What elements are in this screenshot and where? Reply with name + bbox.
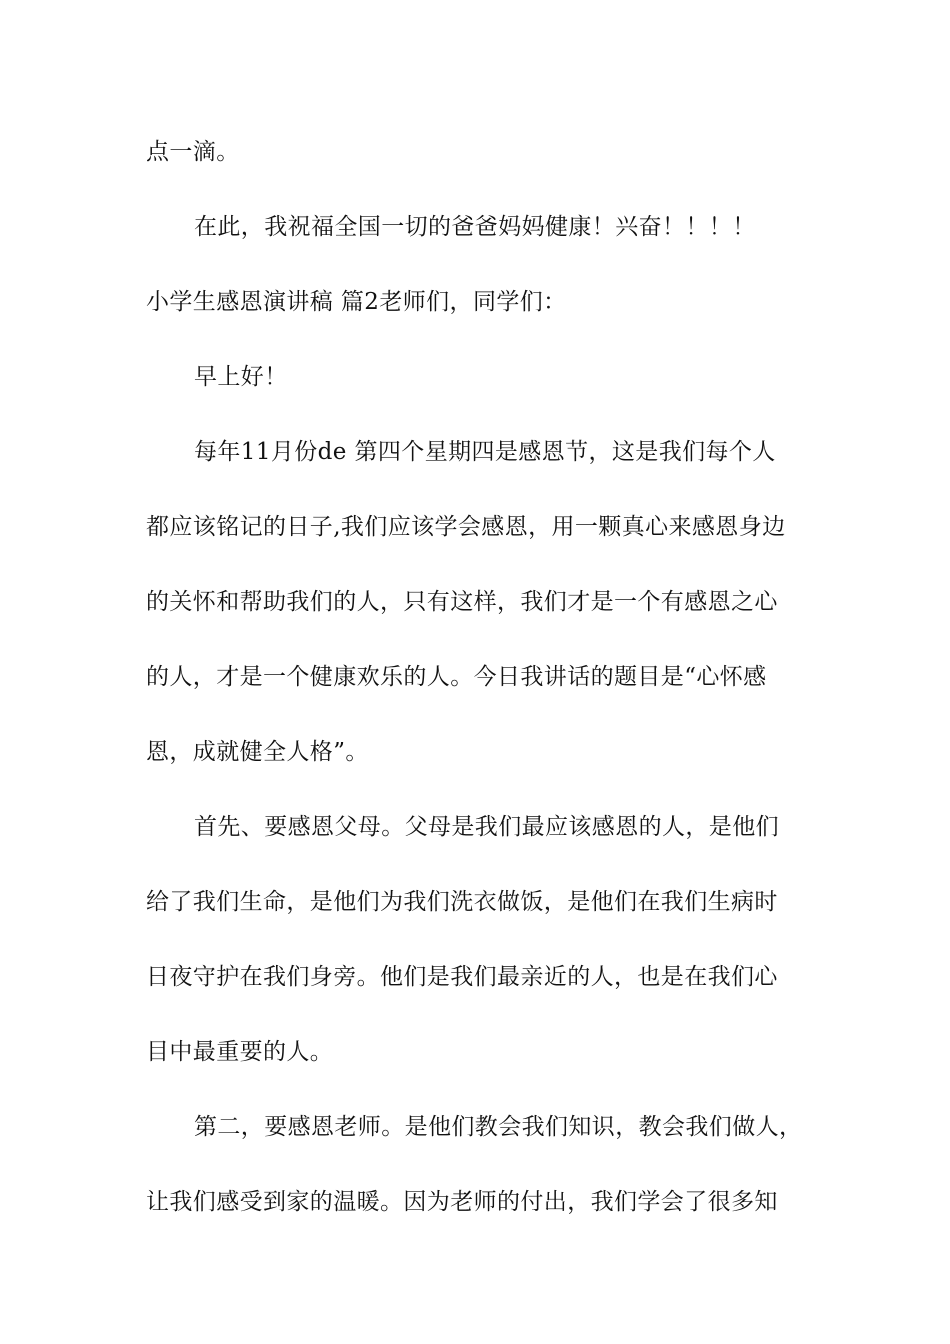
greeting-line: 早上好！ <box>194 364 288 390</box>
text-line-15: 让我们感受到家的温暖。因为老师的付出，我们学会了很多知 <box>146 1189 778 1215</box>
text-line-9: 恩，成就健全人格”。 <box>146 739 369 765</box>
text-line-11: 给了我们生命，是他们为我们洗衣做饭，是他们在我们生病时 <box>146 889 778 915</box>
section-heading: 小学生感恩演讲稿 篇2老师们，同学们： <box>146 289 567 315</box>
text-line-12: 日夜守护在我们身旁。他们是我们最亲近的人，也是在我们心 <box>146 964 778 990</box>
text-line-14: 第二，要感恩老师。是他们教会我们知识，教会我们做人， <box>194 1114 803 1140</box>
text-line-10: 首先、要感恩父母。父母是我们最应该感恩的人，是他们 <box>194 814 779 840</box>
text-line-13: 目中最重要的人。 <box>146 1039 334 1065</box>
text-line-5: 每年11月份de 第四个星期四是感恩节，这是我们每个人 <box>194 439 776 465</box>
text-line-6: 都应该铭记的日子,我们应该学会感恩，用一颗真心来感恩身边 <box>146 514 786 540</box>
text-line-1: 点一滴。 <box>146 139 240 165</box>
text-line-2: 在此，我祝福全国一切的爸爸妈妈健康！兴奋！！！！ <box>194 214 756 240</box>
text-line-8: 的人，才是一个健康欢乐的人。今日我讲话的题目是“心怀感 <box>146 664 767 690</box>
text-line-7: 的关怀和帮助我们的人，只有这样，我们才是一个有感恩之心 <box>146 589 778 615</box>
